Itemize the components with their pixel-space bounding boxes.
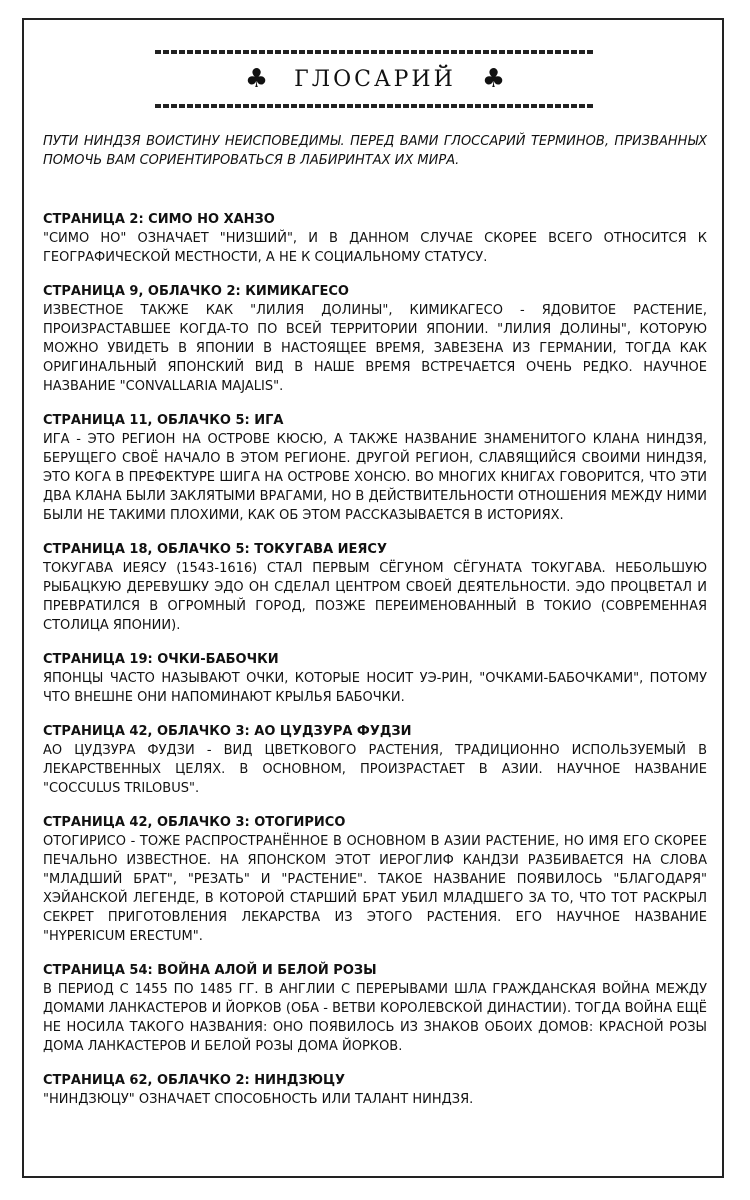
entry-title: СТРАНИЦА 9, ОБЛАЧКО 2: КИМИКАГЕСО bbox=[43, 284, 349, 299]
glossary-entry bbox=[43, 1071, 707, 1109]
glossary-entry bbox=[43, 210, 707, 267]
club-icon: ♣ bbox=[244, 64, 269, 94]
entry-title: СТРАНИЦА 42, ОБЛАЧКО 3: АО ЦУДЗУРА ФУДЗИ bbox=[43, 724, 412, 739]
intro-text: ПУТИ НИНДЗЯ ВОИСТИНУ НЕИСПОВЕДИМЫ. ПЕРЕД ВАМИ ГЛОССАРИЙ ТЕРМИНОВ, ПРИЗВАННЫХ ПОМОЧЬ ВАМ СОРИЕНТИРОВАТЬСЯ В ЛАБИРИНТАХ ИХ МИРА. bbox=[43, 134, 707, 168]
bottom-divider bbox=[155, 104, 595, 108]
entry-text: ИГА - ЭТО РЕГИОН НА ОСТРОВЕ КЮСЮ, А ТАКЖЕ НАЗВАНИЕ ЗНАМЕНИТОГО КЛАНА НИНДЗЯ, БЕРУЩЕГО СВОЁ НАЧАЛО В ЭТОМ РЕГИОНЕ. ДРУГОЙ РЕГИОН, СЛАВЯЩИЙСЯ СВОИМИ НИНДЗЯ, ЭТО КОГА В ПРЕФЕКТУРЕ ШИГА НА ОСТРОВЕ ХОНСЮ. ВО МНОГИХ КНИГАХ ГОВОРИТСЯ, ЧТО ЭТИ ДВА КЛАНА БЫЛИ ЗАКЛЯТЫМИ ВРАГАМИ, НО В ДЕЙСТВИТЕЛЬНОСТИ ОТНОШЕНИЯ МЕЖДУ НИМИ БЫЛИ НЕ ТАКИМИ ПЛОХИМИ, КАК ОБ ЭТОМ РАССКАЗЫВАЕТСЯ В ИСТОРИЯХ. bbox=[43, 432, 707, 523]
entry-title: СТРАНИЦА 2: СИМО НО ХАНЗО bbox=[43, 212, 275, 227]
glossary-entry bbox=[43, 411, 707, 525]
entry-text: АО ЦУДЗУРА ФУДЗИ - ВИД ЦВЕТКОВОГО РАСТЕНИЯ, ТРАДИЦИОННО ИСПОЛЬЗУЕМЫЙ В ЛЕКАРСТВЕННЫХ ЦЕЛЯХ. В ОСНОВНОМ, ПРОИЗРАСТАЕТ В АЗИИ. НАУЧНОЕ НАЗВАНИЕ "COCCULUS TRILOBUS". bbox=[43, 743, 707, 796]
entry-text: "СИМО НО" ОЗНАЧАЕТ "НИЗШИЙ", И В ДАННОМ СЛУЧАЕ СКОРЕЕ ВСЕГО ОТНОСИТСЯ К ГЕОГРАФИЧЕСКОЙ МЕСТНОСТИ, А НЕ К СОЦИАЛЬНОМУ СТАТУСУ. bbox=[43, 231, 707, 265]
entry-title: СТРАНИЦА 18, ОБЛАЧКО 5: ТОКУГАВА ИЕЯСУ bbox=[43, 542, 387, 557]
entry-title: СТРАНИЦА 42, ОБЛАЧКО 3: ОТОГИРИСО bbox=[43, 815, 346, 830]
entry-text: "НИНДЗЮЦУ" ОЗНАЧАЕТ СПОСОБНОСТЬ ИЛИ ТАЛАНТ НИНДЗЯ. bbox=[43, 1092, 474, 1107]
glossary-entry bbox=[43, 722, 707, 798]
entry-title: СТРАНИЦА 54: ВОЙНА АЛОЙ И БЕЛОЙ РОЗЫ bbox=[43, 963, 377, 978]
glossary-entry bbox=[43, 961, 707, 1056]
entry-text: В ПЕРИОД С 1455 ПО 1485 ГГ. В АНГЛИИ С ПЕРЕРЫВАМИ ШЛА ГРАЖДАНСКАЯ ВОЙНА МЕЖДУ ДОМАМИ ЛАНКАСТЕРОВ И ЙОРКОВ (ОБА - ВЕТВИ КОРОЛЕВСКОЙ ДИНАСТИИ). ТОГДА ВОЙНА ЕЩЁ НЕ НОСИЛА ТАКОГО НАЗВАНИЯ: ОНО ПОЯВИЛОСЬ ИЗ ЗНАКОВ ОБОИХ ДОМОВ: КРАСНОЙ РОЗЫ ДОМА ЛАНКАСТЕРОВ И БЕЛОЙ РОЗЫ ДОМА ЙОРКОВ. bbox=[43, 982, 707, 1054]
glossary-entry bbox=[43, 540, 707, 635]
top-divider bbox=[155, 50, 595, 54]
entry-title: СТРАНИЦА 19: ОЧКИ-БАБОЧКИ bbox=[43, 652, 279, 667]
club-icon: ♣ bbox=[481, 64, 506, 94]
entry-text: ЯПОНЦЫ ЧАСТО НАЗЫВАЮТ ОЧКИ, КОТОРЫЕ НОСИТ УЭ-РИН, "ОЧКАМИ-БАБОЧКАМИ", ПОТОМУ ЧТО ВНЕШНЕ ОНИ НАПОМИНАЮТ КРЫЛЬЯ БАБОЧКИ. bbox=[43, 671, 707, 705]
glossary-header bbox=[0, 60, 750, 98]
page-title: ГЛОСАРИЙ bbox=[294, 66, 456, 92]
glossary-entry bbox=[43, 813, 707, 946]
glossary-entry bbox=[43, 650, 707, 707]
glossary-entry bbox=[43, 282, 707, 396]
entry-title: СТРАНИЦА 11, ОБЛАЧКО 5: ИГА bbox=[43, 413, 284, 428]
entry-title: СТРАНИЦА 62, ОБЛАЧКО 2: НИНДЗЮЦУ bbox=[43, 1073, 346, 1088]
entry-text: ТОКУГАВА ИЕЯСУ (1543-1616) СТАЛ ПЕРВЫМ СЁГУНОМ СЁГУНАТА ТОКУГАВА. НЕБОЛЬШУЮ РЫБАЦКУЮ ДЕРЕВУШКУ ЭДО ОН СДЕЛАЛ ЦЕНТРОМ СВОЕЙ ДЕЯТЕЛЬНОСТИ. ЭДО ПРОЦВЕТАЛ И ПРЕВРАТИЛСЯ В ОГРОМНЫЙ ГОРОД, ПОЗЖЕ ПЕРЕИМЕНОВАННЫЙ В ТОКИО (СОВРЕМЕННАЯ СТОЛИЦА ЯПОНИИ). bbox=[43, 561, 707, 633]
glossary-content bbox=[43, 132, 707, 1124]
entry-text: ОТОГИРИСО - ТОЖЕ РАСПРОСТРАНЁННОЕ В ОСНОВНОМ В АЗИИ РАСТЕНИЕ, НО ИМЯ ЕГО СКОРЕЕ ПЕЧАЛЬНО ИЗВЕСТНОЕ. НА ЯПОНСКОМ ЭТОТ ИЕРОГЛИФ КАНДЗИ РАЗБИВАЕТСЯ НА СЛОВА "МЛАДШИЙ БРАТ", "РЕЗАТЬ" И "РАСТЕНИЕ". ТАКОЕ НАЗВАНИЕ ПОЯВИЛОСЬ "БЛАГОДАРЯ" ХЭЙАНСКОЙ ЛЕГЕНДЕ, В КОТОРОЙ СТАРШИЙ БРАТ УБИЛ МЛАДШЕГО ЗА ТО, ЧТО ТОТ РАСКРЫЛ СЕКРЕТ ПРИГОТОВЛЕНИЯ ЛЕКАРСТВА ИЗ ЭТОГО РАСТЕНИЯ. ЕГО НАУЧНОЕ НАЗВАНИЕ "HYPERICUM ERECTUM". bbox=[43, 834, 707, 944]
entry-text: ИЗВЕСТНОЕ ТАКЖЕ КАК "ЛИЛИЯ ДОЛИНЫ", КИМИКАГЕСО - ЯДОВИТОЕ РАСТЕНИЕ, ПРОИЗРАСТАВШЕЕ КОГДА-ТО ПО ВСЕЙ ТЕРРИТОРИИ ЯПОНИИ. "ЛИЛИЯ ДОЛИНЫ", КОТОРУЮ МОЖНО УВИДЕТЬ В ЯПОНИИ В НАСТОЯЩЕЕ ВРЕМЯ, ЗАВЕЗЕНА ИЗ ГЕРМАНИИ, ТОГДА КАК ОРИГИНАЛЬНЫЙ ЯПОНСКИЙ ВИД В НАШЕ ВРЕМЯ ВСТРЕЧАЕТСЯ ОЧЕНЬ РЕДКО. НАУЧНОЕ НАЗВАНИЕ "CONVALLARIA MAJALIS". bbox=[43, 303, 707, 394]
